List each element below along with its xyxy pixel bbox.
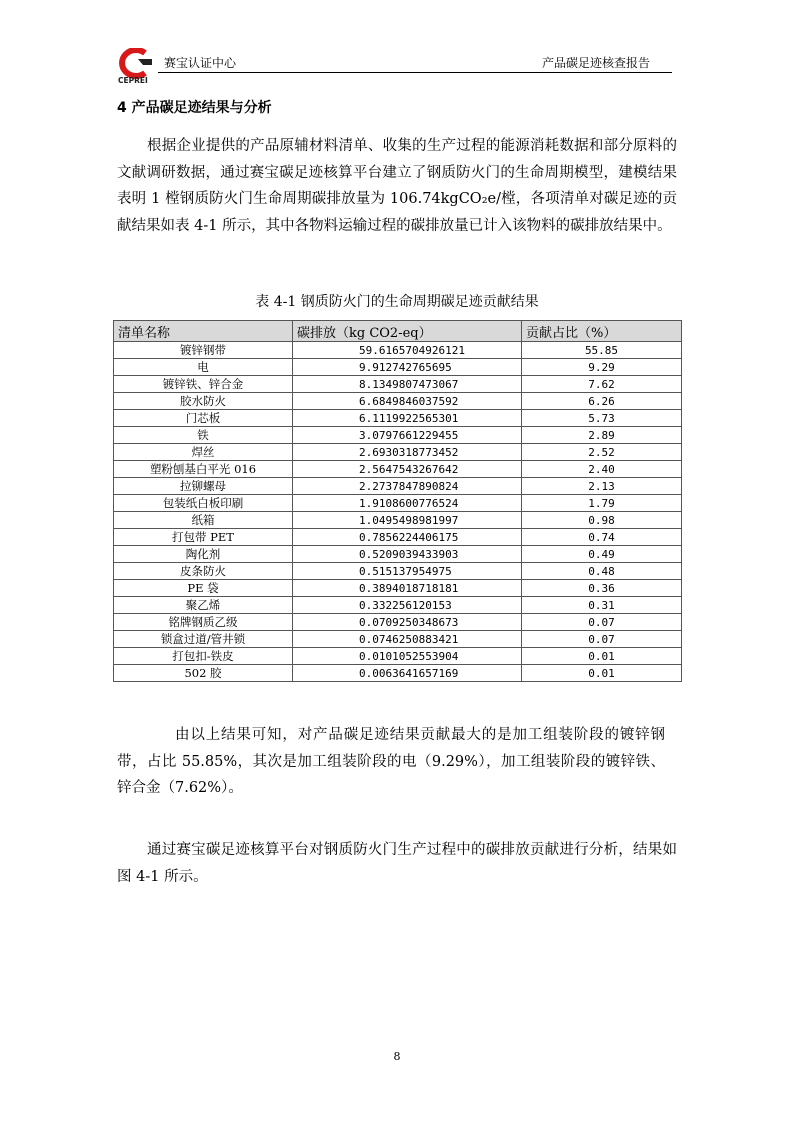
cell-item-name: 陶化剂 (114, 546, 293, 563)
page-header (112, 42, 672, 84)
cell-share: 7.62 (522, 376, 682, 393)
cell-item-name: 焊丝 (114, 444, 293, 461)
table-row (114, 631, 682, 648)
cell-share: 2.52 (522, 444, 682, 461)
table-row (114, 648, 682, 665)
intro-paragraph: 根据企业提供的产品原辅材料清单、收集的生产过程的能源消耗数据和部分原料的文献调研数据，通过赛宝碳足迹核算平台建立了钢质防火门的生命周期模型，建模结果表明 1 樘钢质防火门生命周期碳排放量为 106.74kgCO₂e/樘，各项清单对碳足迹的贡献结果如表 4-1 所示，其中各物料运输过程的碳排放量已计入该物料的碳排放结果中。 (117, 138, 677, 234)
cell-share: 55.85 (522, 342, 682, 359)
cell-item-name: 包装纸白板印刷 (114, 495, 293, 512)
cell-item-name: 打包扣-铁皮 (114, 648, 293, 665)
cell-item-name: 铭牌钢质乙级 (114, 614, 293, 631)
cell-share: 0.98 (522, 512, 682, 529)
table-row (114, 580, 682, 597)
cell-item-name: 镀锌钢带 (114, 342, 293, 359)
cell-emission: 3.0797661229455 (293, 427, 522, 444)
table-row (114, 376, 682, 393)
cell-emission: 2.5647543267642 (293, 461, 522, 478)
cell-emission: 0.5209039433903 (293, 546, 522, 563)
header-share: 贡献占比（%） (522, 321, 682, 342)
cell-emission: 0.0709250348673 (293, 614, 522, 631)
header-emission: 碳排放（kg CO2-eq） (293, 321, 522, 342)
table-row (114, 359, 682, 376)
cell-item-name: 502 胶 (114, 665, 293, 682)
cell-emission: 1.0495498981997 (293, 512, 522, 529)
page-number: 8 (393, 1050, 401, 1063)
table-row (114, 410, 682, 427)
cell-emission: 0.3894018718181 (293, 580, 522, 597)
cell-share: 0.74 (522, 529, 682, 546)
cell-emission: 0.0063641657169 (293, 665, 522, 682)
table-row (114, 342, 682, 359)
table-row (114, 529, 682, 546)
cell-share: 0.01 (522, 648, 682, 665)
cell-item-name: 聚乙烯 (114, 597, 293, 614)
cell-item-name: 皮条防火 (114, 563, 293, 580)
table-row (114, 495, 682, 512)
cell-share: 6.26 (522, 393, 682, 410)
cell-share: 0.49 (522, 546, 682, 563)
cell-item-name: 纸箱 (114, 512, 293, 529)
cell-emission: 59.6165704926121 (293, 342, 522, 359)
cell-emission: 0.0746250883421 (293, 631, 522, 648)
table-row (114, 427, 682, 444)
cell-emission: 9.912742765695 (293, 359, 522, 376)
table-row (114, 597, 682, 614)
cell-item-name: 打包带 PET (114, 529, 293, 546)
cell-share: 0.07 (522, 631, 682, 648)
carbon-contribution-table (113, 320, 682, 682)
cell-emission: 0.515137954975 (293, 563, 522, 580)
header-item-name: 清单名称 (114, 321, 293, 342)
table-row (114, 546, 682, 563)
cell-item-name: 塑粉刨基白平光 016 (114, 461, 293, 478)
table-body (114, 342, 682, 682)
table-row (114, 563, 682, 580)
cell-emission: 0.010105255390​4 (293, 648, 522, 665)
table-row (114, 393, 682, 410)
cell-emission: 1.9108600776524 (293, 495, 522, 512)
cell-item-name: 胶水防火 (114, 393, 293, 410)
table-row (114, 444, 682, 461)
cell-share: 0.36 (522, 580, 682, 597)
cell-item-name: 电 (114, 359, 293, 376)
table-row (114, 512, 682, 529)
table-row (114, 461, 682, 478)
table-header-row (114, 321, 682, 342)
cell-item-name: 门芯板 (114, 410, 293, 427)
header-org: 赛宝认证中心 (164, 56, 237, 70)
cell-share: 0.07 (522, 614, 682, 631)
cell-share: 2.13 (522, 478, 682, 495)
cell-share: 2.89 (522, 427, 682, 444)
table-caption: 表 4-1 钢质防火门的生命周期碳足迹贡献结果 (255, 294, 539, 310)
analysis-paragraph: 通过赛宝碳足迹核算平台对钢质防火门生产过程中的碳排放贡献进行分析，结果如图 4-1 所示。 (117, 842, 677, 885)
cell-share: 0.01 (522, 665, 682, 682)
cell-share: 9.29 (522, 359, 682, 376)
cell-emission: 2.2737847890824 (293, 478, 522, 495)
header-doc-title: 产品碳足迹核查报告 (541, 56, 650, 70)
cell-emission: 0.332256120153 (293, 597, 522, 614)
cell-item-name: 锁盒过道/管井锁 (114, 631, 293, 648)
logo-text: CEPREI (118, 76, 148, 84)
cell-share: 1.79 (522, 495, 682, 512)
cell-emission: 8.1349807473067 (293, 376, 522, 393)
cell-item-name: 镀锌铁、锌合金 (114, 376, 293, 393)
cell-share: 5.73 (522, 410, 682, 427)
cell-item-name: PE 袋 (114, 580, 293, 597)
cell-emission: 6.1119922565301 (293, 410, 522, 427)
cell-emission: 6.6849846037592 (293, 393, 522, 410)
cell-item-name: 铁 (114, 427, 293, 444)
cell-item-name: 拉铆螺母 (114, 478, 293, 495)
cell-emission: 0.7856224406175 (293, 529, 522, 546)
cell-share: 0.48 (522, 563, 682, 580)
cell-share: 0.31 (522, 597, 682, 614)
cepei-logo-icon (118, 48, 156, 84)
table-row (114, 665, 682, 682)
section-title: 4 产品碳足迹结果与分析 (117, 100, 272, 116)
table-row (114, 478, 682, 495)
cell-share: 2.40 (522, 461, 682, 478)
cell-emission: 2.6930318773452 (293, 444, 522, 461)
table-row (114, 614, 682, 631)
result-paragraph: 由以上结果可知，对产品碳足迹结果贡献最大的是加工组装阶段的镀锌钢带，占比 55.85%，其次是加工组装阶段的电（9.29%），加工组装阶段的镀锌铁、锌合金（7.62%）。 (117, 727, 665, 796)
header-rule (158, 72, 672, 73)
